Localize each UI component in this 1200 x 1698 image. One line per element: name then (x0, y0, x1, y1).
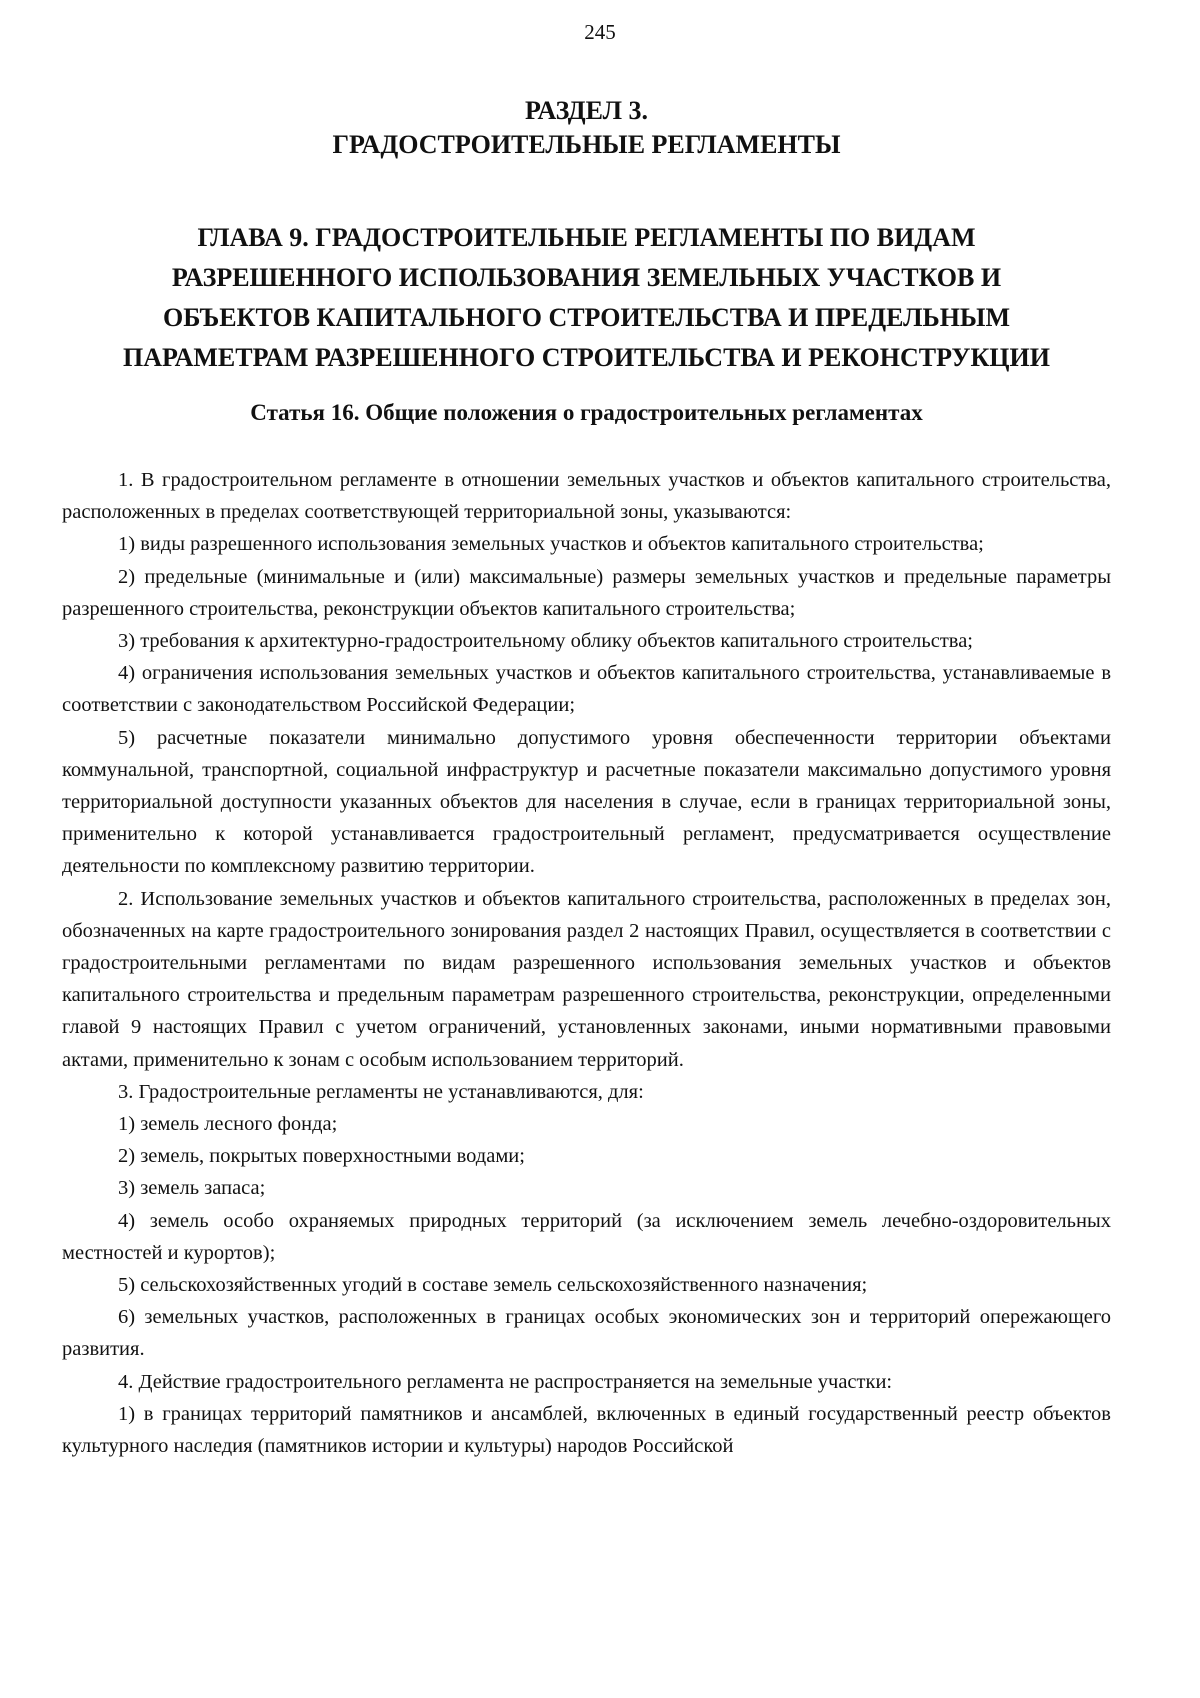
chapter-heading-line-1: ГЛАВА 9. ГРАДОСТРОИТЕЛЬНЫЕ РЕГЛАМЕНТЫ ПО ВИДАМ (197, 223, 976, 252)
paragraph-3-item-5: 5) сельскохозяйственных угодий в составе земель сельскохозяйственного назначения; (118, 1274, 868, 1297)
section-heading-line-1: РАЗДЕЛ 3. (524, 96, 649, 125)
chapter-heading (62, 218, 1111, 378)
chapter-heading-line-2: РАЗРЕШЕННОГО ИСПОЛЬЗОВАНИЯ ЗЕМЕЛЬНЫХ УЧАСТКОВ И (171, 263, 1002, 292)
paragraph-3-item-2: 2) земель, покрытых поверхностными водами; (118, 1145, 525, 1168)
paragraph-3: 3. Градостроительные регламенты не устанавливаются, для: (118, 1080, 644, 1103)
section-heading-line-2: ГРАДОСТРОИТЕЛЬНЫЕ РЕГЛАМЕНТЫ (332, 130, 841, 159)
chapter-heading-line-3: ОБЪЕКТОВ КАПИТАЛЬНОГО СТРОИТЕЛЬСТВА И ПРЕДЕЛЬНЫМ (162, 303, 1011, 332)
paragraph-3-item-4: 4) земель особо охраняемых природных территорий (за исключением земель лечебно-оздоровительных местностей и курортов); (62, 1209, 1111, 1264)
paragraph-4-item-1: 1) в границах территорий памятников и ансамблей, включенных в единый государственный реестр объектов культурного наследия (памятников истории и культуры) народов Российской (62, 1402, 1111, 1458)
section-heading (62, 94, 1111, 162)
paragraph-4: 4. Действие градостроительного регламента не распространяется на земельные участки: (118, 1370, 893, 1393)
article-heading: Статья 16. Общие положения о градостроительных регламентах (250, 400, 923, 425)
article-body (62, 464, 1111, 1462)
paragraph-3-item-6: 6) земельных участков, расположенных в границах особых экономических зон и территорий опережающего развития. (62, 1306, 1111, 1361)
paragraph-1: 1. В градостроительном регламенте в отношении земельных участков и объектов капитального строительства, расположенных в пределах соответствующей территориальной зоны, указываются: (62, 469, 1111, 524)
paragraph-1-item-1: 1) виды разрешенного использования земельных участков и объектов капитального строительства; (118, 533, 984, 556)
paragraph-1-item-3: 3) требования к архитектурно-градостроительному облику объектов капитального строительства; (118, 630, 973, 653)
paragraph-1-item-2: 2) предельные (минимальные и (или) максимальные) размеры земельных участков и предельные параметры разрешенного строительства, реконструкции объектов капитального строительства; (62, 565, 1111, 620)
paragraph-2: 2. Использование земельных участков и объектов капитального строительства, расположенных в пределах зон, обозначенных на карте градостроительного зонирования раздел 2 настоящих Правил, осуществляется в соответствии с градостроительными регламентами по видам разрешенного использования земельных участков и объектов капитального строительства и предельным параметрам разрешенного строительства, реконструкции, определенными главой 9 настоящих Правил с учетом ограничений, установленных законами, иными нормативными правовыми актами, применительно к зонам с особым использованием территорий. (62, 887, 1111, 1071)
page-number: 245 (584, 20, 616, 44)
paragraph-3-item-1: 1) земель лесного фонда; (118, 1113, 338, 1136)
chapter-heading-line-4: ПАРАМЕТРАМ РАЗРЕШЕННОГО СТРОИТЕЛЬСТВА И РЕКОНСТРУКЦИИ (123, 343, 1050, 372)
paragraph-1-item-4: 4) ограничения использования земельных участков и объектов капитального строительства, устанавливаемые в соответствии с законодательством Российской Федерации; (62, 662, 1111, 717)
paragraph-3-item-3: 3) земель запаса; (118, 1177, 266, 1200)
paragraph-1-item-5: 5) расчетные показатели минимально допустимого уровня обеспеченности территории объектами коммунальной, транспортной, социальной инфраструктур и расчетные показатели максимально допустимого уровня территориальной доступности указанных объектов для населения в случае, если в границах территориальной зоны, применительно к которой устанавливается градостроительный регламент, предусматривается осуществление деятельности по комплексному развитию территории. (62, 726, 1111, 878)
